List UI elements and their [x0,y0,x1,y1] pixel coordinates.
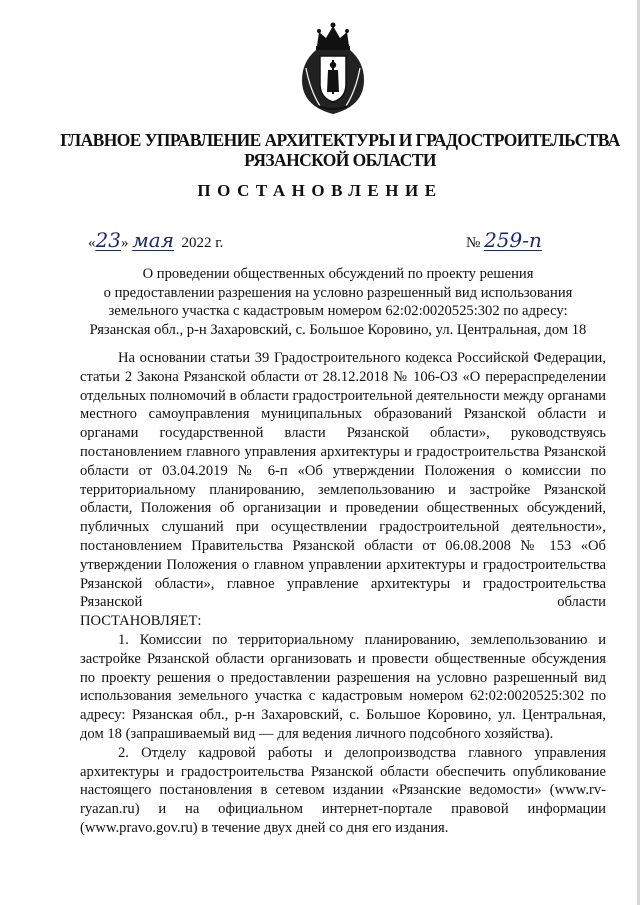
number-sign: № [466,235,481,251]
document-date [88,228,223,252]
item-2-paragraph: 2. Отделу кадровой работы и делопроизводства главного управления архитектуры и градостроительства Рязанской области обеспечить опубликование настоящего постановления в сетевом издании «Рязанские ведомости» (www.rv-ryazan.ru) и на официальном интернет-портале правовой информации (www.pravo.gov.ru) в течение двух дней со дня его издания. [80,744,606,836]
document-number [466,228,542,252]
subject-line: о предоставлении разрешения на условно разрешенный вид использования [103,284,573,301]
organization-region: РЯЗАНСКОЙ ОБЛАСТИ [244,150,436,170]
subject-line: О проведении общественных обсуждений по проекту решения [142,266,534,282]
date-open-quote: « [88,235,96,251]
item-1-paragraph: 1. Комиссии по территориальному планированию, землепользованию и застройке Рязанской области организовать и провести общественные обсуждения по проекту решения о предоставлении разрешения на условно разрешенный вид использования земельного участка с кадастровым номером 62:02:0020525:302 по адресу: Рязанская обл., р-н Захаровский, с. Большое Коровино, ул. Центральная, дом 18 (запрашиваемый вид — для ведения личного подсобного хозяйства). [80,631,606,742]
resolves-heading: ПОСТАНОВЛЯЕТ: [80,613,202,630]
number-value: 259-п [484,228,542,252]
subject-line: земельного участка с кадастровым номером 62:02:0020525:302 по адресу: [108,303,568,319]
date-close-quote: » [120,235,129,251]
ryazan-coat-of-arms-icon [296,20,370,116]
subject-line: Рязанская обл., р-н Захаровский, с. Большое Коровино, ул. Центральная, дом 18 [89,321,587,338]
document-body [80,349,606,838]
organization-name: ГЛАВНОЕ УПРАВЛЕНИЕ АРХИТЕКТУРЫ И ГРАДОСТРОИТЕЛЬСТВА [60,130,620,150]
document-type-title: ПОСТАНОВЛЕНИЕ [197,181,443,200]
preamble-paragraph: На основании статьи 39 Градостроительного кодекса Российской Федерации, статьи 2 Закона Рязанской области от 28.12.2018 № 106-ОЗ «О перераспределении отдельных полномочий в области градостроительной деятельности между органами местного самоуправления муниципальных образований Рязанской области и органами государственной власти Рязанской области», руководствуясь постановлением главного управления архитектуры и градостроительства Рязанской области от 03.04.2019 № 6-п «Об утверждении Положения о комиссии по территориальному планированию, землепользованию и застройке Рязанской области, Положения об организации и проведении общественных обсуждений, публичных слушаний при осуществлении градостроительной деятельности», постановлением Правительства Рязанской области от 06.08.2008 № 153 «Об утверждении Положения о главном управлении архитектуры и градостроительства Рязанской области», главное управление архитектуры и градостроительства Рязанской области [80,350,606,611]
date-year: 2022 г. [181,235,224,251]
document-subject [68,265,608,339]
date-day: 23 [95,228,121,252]
date-month: мая [132,228,174,252]
